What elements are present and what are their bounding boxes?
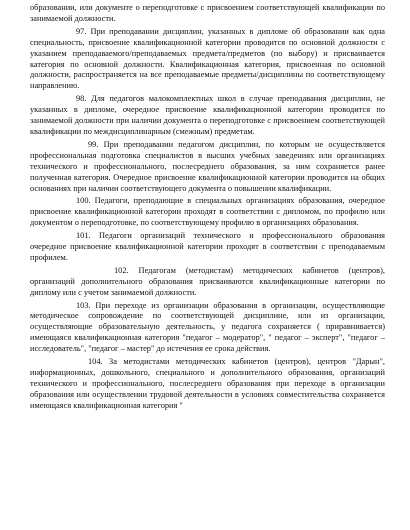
paragraph-99: 99. При преподавании педагогом дисциплин, по которым не осуществляется профессиональная подготовка специалистов в высших учебных заведениях или организациях технического и профессионального, послесреднего образования, за ним сохраняется ранее полученная категория. Очередное присвоение квалификационной категории проводится на общих основаниях при наличии соответствующего документа о повышении квалификации. <box>30 139 385 193</box>
paragraph-intro: образовании, или документе о переподготовке с присвоением соответствующей квалификации по занимаемой должности. <box>30 3 385 23</box>
paragraph-102: 102. Педагогам (методистам) методических кабинетов (центров), организаций дополнительного образования присваиваются квалификационные категории по диплому или с учетом занимаемой должности. <box>30 265 385 297</box>
paragraph-101: 101. Педагоги организаций технического и профессионального образования очередное присвоение квалификационной категории проходят в соответствии с преподаваемым профилем. <box>30 231 385 262</box>
paragraph-97: 97. При преподавании дисциплин, указанных в дипломе об образовании как одна специальность, присвоение квалификационной категории проводится по основной должности с указанием преподаваемого/преподаваемых предмета/предметов (по выбору) и присваивается категория по основной должности. Квалификационная категория, присвоенная по основной должности, распространяется на все преподаваемые предметы/дисциплины по соответствующему направлению. <box>30 26 385 91</box>
paragraph-98: 98. Для педагогов малокомплектных школ в случае преподавания дисциплин, не указанных в дипломе, очередное присвоение квалификационной категории проводится по занимаемой должности при наличии документа о переподготовке с присвоением соответствующей квалификации по междисциплинарным (смежным) предметам. <box>30 94 385 136</box>
paragraph-100: 100. Педагоги, преподающие в специальных организациях образования, очередное присвоение квалификационной категории проходят в соответствии с дипломом, по профилю или документом о переподготовке, по соответствующему профилю в организациях образования. <box>30 196 385 228</box>
paragraph-104: 104. За методистами методических кабинетов (центров), центров "Дарын", информационных, дошкольного, специального и дополнительного образования, организаций технического и профессионального, послесреднего образования при переходе в организации образования или осуществлении трудовой деятельности в условиях совместительства сохраняется имеющаяся квалификационная категория " <box>30 357 385 410</box>
paragraph-103: 103. При переходе из организации образования в организации, осуществляющие методическое сопровождение по соответствующей дисциплине, или из организации, осуществляющие образовательную деятельность, у педагога сохраняется ( приравнивается) имеющаяся квалификационная категория "педагог – модератор", " педагог – эксперт", "педагог – исследователь", "педагог – мастер" до истечения ее срока действия. <box>30 300 385 354</box>
